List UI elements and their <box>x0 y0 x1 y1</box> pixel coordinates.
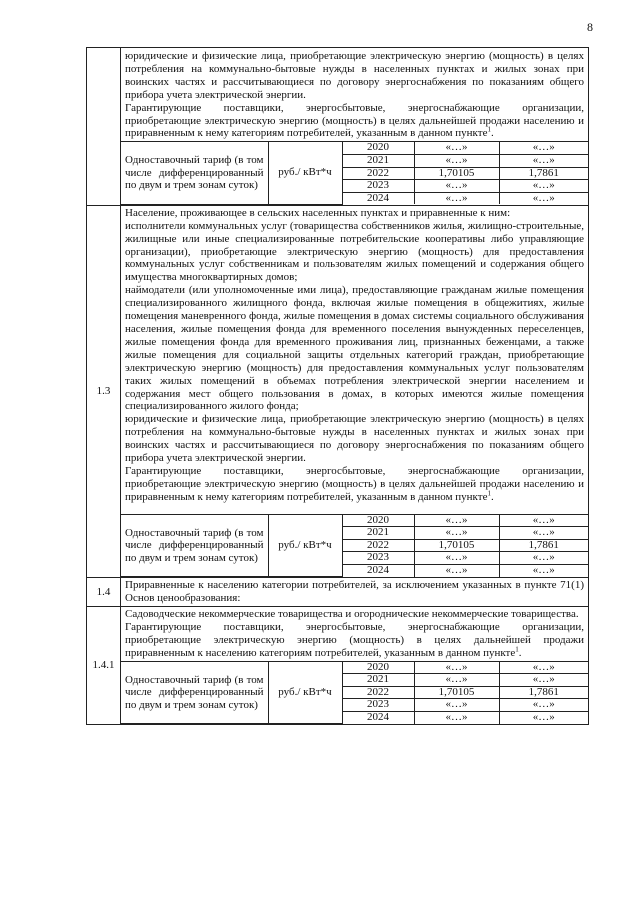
table-row <box>87 606 589 661</box>
row-description <box>121 578 589 607</box>
half-year-1-value: «…» <box>414 711 499 723</box>
year: 2023 <box>342 552 414 565</box>
tariff-table <box>121 515 588 577</box>
tariff-cell <box>121 142 589 205</box>
row-description <box>121 48 589 142</box>
year: 2021 <box>342 674 414 687</box>
table-row <box>87 205 589 514</box>
paragraph: юридические и физические лица, приобретающие электрическую энергию (мощность) в целях потребления на коммунально-бытовые нужды в населенных пунктах и жилых зонах при воинских частях и рассчитывающиеся по договору энергоснабжения по показаниям общего прибора учета электрической энергии. <box>125 413 584 465</box>
paragraph: Приравненные к населению категории потребителей, за исключением указанных в пункте 71(1) Основ ценообразования: <box>125 579 584 605</box>
tariff-label: Одноставочный тариф (в том числе дифференцированный по двум и трем зонам суток) <box>121 515 268 577</box>
year: 2022 <box>342 167 414 180</box>
table-row <box>87 48 589 142</box>
half-year-2-value: «…» <box>499 180 588 193</box>
half-year-2-value: «…» <box>499 192 588 204</box>
half-year-1-value: «…» <box>414 527 499 540</box>
year: 2022 <box>342 539 414 552</box>
paragraph: Население, проживающее в сельских населенных пунктах и приравненные к ним: <box>125 206 511 219</box>
tariff-table <box>121 662 588 724</box>
half-year-1-value: «…» <box>414 699 499 712</box>
tariff-label: Одноставочный тариф (в том числе дифференцированный по двум и трем зонам суток) <box>121 662 268 724</box>
half-year-1-value: 1,70105 <box>414 539 499 552</box>
page-number: 8 <box>587 20 593 34</box>
half-year-2-value: 1,7861 <box>499 167 588 180</box>
paragraph: Гарантирующие поставщики, энергосбытовые, энергоснабжающие организации, приобретающие электрическую энергию (мощность) в целях дальнейшей продажи населению и приравненным к нему категориям потребителей, указанным в данном пункте <box>125 464 584 503</box>
half-year-2-value: «…» <box>499 527 588 540</box>
year: 2022 <box>342 686 414 699</box>
table-row <box>87 661 589 724</box>
footnote-ref: 1 <box>487 125 491 134</box>
paragraph: наймодатели (или уполномоченные ими лица), предоставляющие гражданам жилые помещения специализированного жилищного фонда, включая жилые помещения в общежитиях, жилые помещения маневренного фонда, жилые помещения в домах системы социального обслуживания населения, жилые помещения фонда для временного поселения вынужденных переселенцев, жилые помещения фонда для временного проживания лиц, признанных беженцами, а также жилые помещения для социальной защиты отдельных категорий граждан, приобретающие электрическую энергию (мощность) для предоставления коммунальных услуг пользователям таких жилых помещений в объемах потребления электрической энергии населением и содержания мест общего пользования в домах, в которых имеются жилые помещения специализированного жилого фонда; <box>125 284 584 413</box>
year: 2021 <box>342 154 414 167</box>
tariff-unit: руб./ кВт*ч <box>268 142 342 204</box>
half-year-1-value: «…» <box>414 142 499 154</box>
footnote-ref: 1 <box>487 489 491 498</box>
half-year-1-value: «…» <box>414 565 499 577</box>
year: 2024 <box>342 565 414 577</box>
paragraph-tail: . <box>518 646 522 659</box>
half-year-2-value: «…» <box>499 154 588 167</box>
year: 2020 <box>342 142 414 154</box>
tariff-cell <box>121 514 589 577</box>
half-year-1-value: «…» <box>414 154 499 167</box>
year: 2024 <box>342 192 414 204</box>
half-year-1-value: «…» <box>414 552 499 565</box>
table-row <box>87 142 589 205</box>
tariff-unit: руб./ кВт*ч <box>268 515 342 577</box>
half-year-2-value: «…» <box>499 662 588 674</box>
half-year-2-value: «…» <box>499 142 588 154</box>
table-row <box>87 578 589 607</box>
table-row <box>87 514 589 577</box>
half-year-1-value: «…» <box>414 192 499 204</box>
row-number <box>87 48 121 206</box>
tariff-document-table <box>86 47 589 725</box>
year: 2020 <box>342 515 414 527</box>
tariff-label: Одноставочный тариф (в том числе дифференцированный по двум и трем зонам суток) <box>121 142 268 204</box>
half-year-2-value: 1,7861 <box>499 539 588 552</box>
paragraph: исполнители коммунальных услуг (товарищества собственников жилья, жилищно-строительные, жилищные или иные специализированные потребительские кооперативы либо управляющие организации), приобретающие электрическую энергию (мощность) для предоставления коммунальных услуг собственникам и пользователям жилых помещений и содержания общего имущества многоквартирных домов; <box>125 219 584 284</box>
paragraph: юридические и физические лица, приобретающие электрическую энергию (мощность) в целях потребления на коммунально-бытовые нужды в населенных пунктах и жилых зонах при воинских частях и рассчитывающиеся по договору энергоснабжения по показаниям общего прибора учета электрической энергии. <box>125 50 584 101</box>
half-year-1-value: 1,70105 <box>414 167 499 180</box>
half-year-2-value: «…» <box>499 515 588 527</box>
year: 2024 <box>342 711 414 723</box>
row-description <box>121 205 589 514</box>
half-year-2-value: «…» <box>499 699 588 712</box>
year: 2023 <box>342 180 414 193</box>
half-year-1-value: «…» <box>414 180 499 193</box>
paragraph: Садоводческие некоммерческие товарищества и огороднические некоммерческие товарищества. <box>125 607 579 620</box>
half-year-2-value: «…» <box>499 711 588 723</box>
half-year-1-value: «…» <box>414 662 499 674</box>
paragraph: Гарантирующие поставщики, энергосбытовые, энергоснабжающие организации, приобретающие электрическую энергию (мощность) в целях дальнейшей продажи приравненным к населению категориям потребителей, указанным в данном пункте <box>125 620 584 659</box>
row-number: 1.4 <box>87 578 121 607</box>
paragraph-tail: . <box>490 127 494 140</box>
row-number: 1.3 <box>87 205 121 577</box>
tariff-table <box>121 142 588 204</box>
half-year-2-value: «…» <box>499 565 588 577</box>
year: 2021 <box>342 527 414 540</box>
footnote-ref: 1 <box>515 645 519 653</box>
half-year-1-value: 1,70105 <box>414 686 499 699</box>
row-number: 1.4.1 <box>87 606 121 724</box>
row-description <box>121 606 589 661</box>
year: 2023 <box>342 699 414 712</box>
half-year-1-value: «…» <box>414 515 499 527</box>
tariff-unit: руб./ кВт*ч <box>268 662 342 724</box>
half-year-2-value: 1,7861 <box>499 686 588 699</box>
half-year-2-value: «…» <box>499 552 588 565</box>
paragraph-tail: . <box>490 490 494 503</box>
half-year-1-value: «…» <box>414 674 499 687</box>
paragraph: Гарантирующие поставщики, энергосбытовые, энергоснабжающие организации, приобретающие электрическую энергию (мощность) в целях дальнейшей продажи населению и приравненным к нему категориям потребителей, указанным в данном пункте <box>125 101 584 140</box>
tariff-cell <box>121 661 589 724</box>
year: 2020 <box>342 662 414 674</box>
half-year-2-value: «…» <box>499 674 588 687</box>
